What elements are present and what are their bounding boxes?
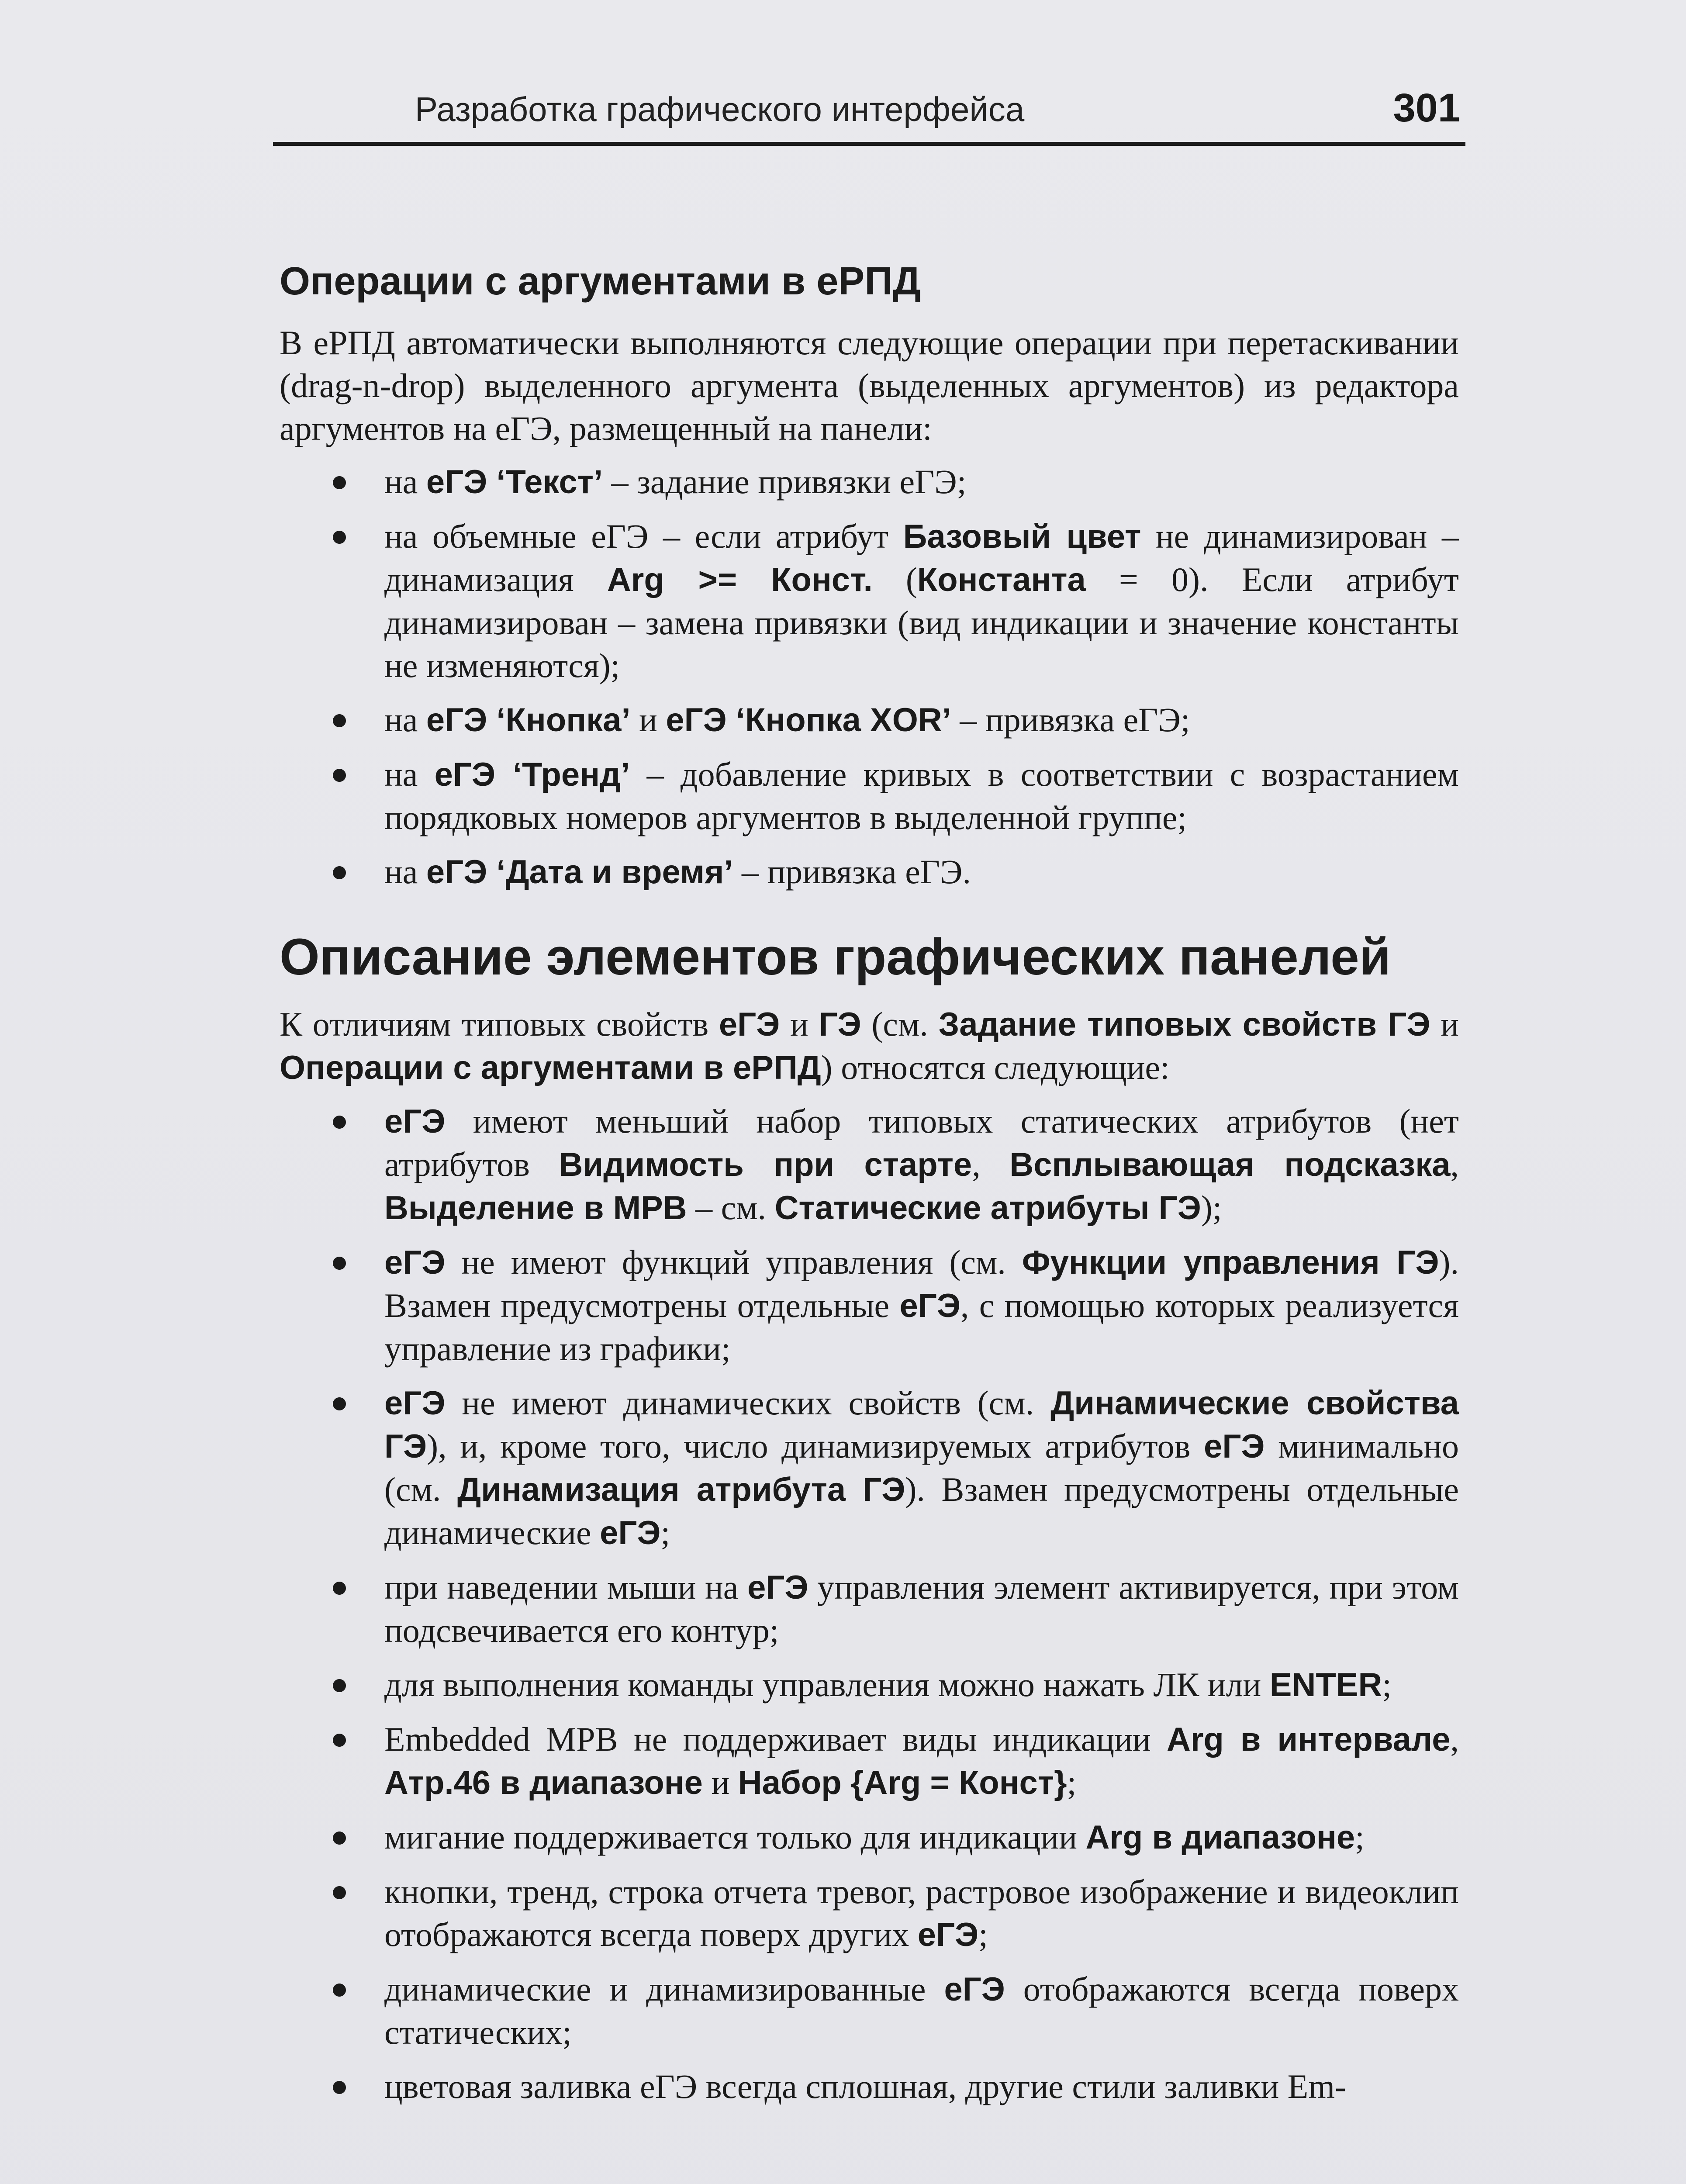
bold-term: еГЭ [899, 1287, 960, 1324]
list-item [280, 515, 1459, 687]
text-run: , [1450, 1720, 1459, 1758]
page-number: 301 [1393, 86, 1460, 130]
bold-term: еГЭ [917, 1916, 979, 1953]
section-heading-operations: Операции с аргументами в еРПД [280, 259, 921, 303]
list-item [280, 1663, 1459, 1707]
bold-term: ENTER [1269, 1666, 1382, 1704]
text-run: не имеют функций управления (см. [445, 1243, 1022, 1281]
text-run: , с помощью которых реализуется управление из графики; [384, 1286, 1459, 1368]
bullet-icon [333, 2081, 346, 2094]
text-run: имеют меньший набор типовых статических атрибутов (нет атрибутов [384, 1102, 1459, 1183]
list-item [280, 850, 1459, 894]
text-run: не динамизирован – динамизация [384, 517, 1459, 598]
list-item [280, 1870, 1459, 1956]
text-run: отображаются всегда поверх статических; [384, 1970, 1459, 2051]
list-item [280, 753, 1459, 839]
text-run: ; [978, 1915, 988, 1953]
text-run: = 0). Если атрибут динамизирован – замена привязки (вид индикации и значение константы не изменяются); [384, 560, 1459, 684]
text-run: – задание привязки еГЭ; [603, 463, 967, 501]
text-run: ), и, кроме того, число динамизируемых атрибутов [427, 1427, 1204, 1465]
bold-term: Выделение в МРВ [384, 1189, 687, 1227]
text-run: не имеют динамических свойств (см. [445, 1383, 1051, 1422]
bullet-icon [333, 1832, 346, 1845]
bold-term: Всплывающая подсказка [1009, 1146, 1451, 1183]
list-item [280, 2065, 1459, 2108]
bullet-icon [333, 1984, 346, 1997]
text-run: динамические и динамизированные [384, 1970, 944, 2008]
text-run: , [1450, 1145, 1459, 1183]
list-item [280, 1382, 1459, 1555]
bullet-icon [333, 1886, 346, 1899]
section-intro-elements [280, 1003, 1459, 1089]
text-run: на объемные еГЭ – если атрибут [384, 517, 903, 555]
text-run: на [384, 755, 435, 793]
list-item [280, 1816, 1459, 1859]
bold-term: Динамизация атрибута ГЭ [457, 1471, 905, 1508]
bold-term: еГЭ ‘Текст’ [426, 463, 603, 501]
bold-term: еГЭ [944, 1970, 1005, 2008]
bold-term: еГЭ [719, 1006, 780, 1043]
text-run: ). Взамен предусмотрены отдельные динамические [384, 1470, 1459, 1552]
text-run: ); [1201, 1188, 1222, 1227]
text-run: ) относятся следующие: [821, 1048, 1170, 1086]
text-run: и [1430, 1005, 1459, 1043]
list-item [280, 1968, 1459, 2054]
bold-term: еГЭ [1204, 1427, 1265, 1465]
differences-list [280, 1100, 1459, 2108]
text-run: К отличиям типовых свойств [280, 1005, 719, 1043]
list-item [280, 1718, 1459, 1804]
text-run: при наведении мыши на [384, 1568, 748, 1606]
text-run: ; [1382, 1665, 1392, 1704]
bold-term: Видимость при старте [559, 1146, 972, 1183]
bold-term: еГЭ [384, 1244, 446, 1281]
bold-term: Arg в диапазоне [1085, 1818, 1355, 1856]
bold-term: еГЭ [384, 1102, 446, 1140]
text-run: на [384, 463, 426, 501]
text-run: минимально (см. [384, 1427, 1459, 1508]
bullet-icon [333, 531, 346, 544]
text-run: и [702, 1763, 738, 1801]
bold-term: еГЭ [600, 1514, 661, 1552]
bullet-icon [333, 714, 346, 727]
text-run: , [972, 1145, 1010, 1183]
text-run: и [630, 701, 666, 739]
bold-term: еГЭ [747, 1569, 808, 1606]
text-run: ; [1355, 1818, 1365, 1856]
bullet-icon [333, 1582, 346, 1595]
text-run: цветовая заливка еГЭ всегда сплошная, другие стили заливки Em- [384, 2067, 1346, 2105]
text-run: – привязка еГЭ. [733, 853, 971, 891]
bullet-icon [333, 476, 346, 489]
page-content [280, 258, 1459, 2119]
bold-term: Базовый цвет [903, 518, 1141, 555]
bold-term: Атр.46 в диапазоне [384, 1764, 703, 1801]
bold-term: Операции с аргументами в еРПД [280, 1049, 821, 1086]
bold-term: еГЭ ‘Дата и время’ [426, 854, 733, 891]
text-run: для выполнения команды управления можно нажать ЛК или [384, 1665, 1270, 1704]
running-title: Разработка графического интерфейса [415, 90, 1025, 128]
bold-term: еГЭ ‘Кнопка XOR’ [666, 702, 951, 739]
bullet-icon [333, 1679, 346, 1692]
section-intro-operations: В еРПД автоматически выполняются следующие операции при перетаскивании (drag-n-drop) выделенного аргумента (выделенных аргументов) из редактора аргументов на еГЭ, размещенный на панели: [280, 324, 1459, 447]
list-item [280, 1566, 1459, 1652]
bold-term: Статические атрибуты ГЭ [774, 1189, 1201, 1227]
list-item [280, 1241, 1459, 1370]
text-run: на [384, 853, 426, 891]
text-run: ). Взамен предусмотрены отдельные [384, 1243, 1459, 1324]
bold-term: ГЭ [819, 1006, 861, 1043]
list-item [280, 460, 1459, 504]
text-run: кнопки, тренд, строка отчета тревог, растровое изображение и видеоклип отображаются всегда поверх других [384, 1872, 1459, 1953]
bullet-icon [333, 866, 346, 879]
text-run: на [384, 701, 426, 739]
bullet-icon [333, 1116, 346, 1129]
bold-term: еГЭ ‘Кнопка’ [426, 702, 631, 739]
text-run: и [780, 1005, 819, 1043]
bullet-icon [333, 769, 346, 782]
bullet-icon [333, 1397, 346, 1410]
text-run: ( [872, 560, 917, 598]
page-header [273, 85, 1465, 146]
list-item [280, 1100, 1459, 1230]
text-run: мигание поддерживается только для индикации [384, 1818, 1086, 1856]
bold-term: Набор {Arg = Конст} [738, 1764, 1067, 1801]
text-run: – добавление кривых в соответствии с возрастанием порядковых номеров аргументов в выделенной группе; [384, 755, 1459, 836]
section-heading-elements: Описание элементов графических панелей [280, 928, 1391, 986]
text-run: ; [660, 1513, 670, 1552]
text-run: – см. [687, 1188, 775, 1227]
bold-term: Константа [917, 561, 1086, 598]
bold-term: Динамические свойства ГЭ [384, 1384, 1459, 1465]
text-run: (см. [861, 1005, 939, 1043]
text-run: Embedded MPB не поддерживает виды индикации [384, 1720, 1167, 1758]
text-run: ; [1067, 1763, 1077, 1801]
operations-list [280, 460, 1459, 894]
bullet-icon [333, 1734, 346, 1747]
list-item [280, 698, 1459, 742]
bold-term: Arg в интервале [1166, 1721, 1451, 1758]
bold-term: Задание типовых свойств ГЭ [938, 1006, 1430, 1043]
bold-term: еГЭ [384, 1384, 446, 1422]
bullet-icon [333, 1257, 346, 1270]
text-run: управления элемент активируется, при этом подсвечивается его контур; [384, 1568, 1459, 1649]
bold-term: Arg >= Конст. [607, 561, 873, 598]
bold-term: Функции управления ГЭ [1022, 1244, 1439, 1281]
text-run: – привязка еГЭ; [951, 701, 1190, 739]
bold-term: еГЭ ‘Тренд’ [434, 756, 630, 793]
